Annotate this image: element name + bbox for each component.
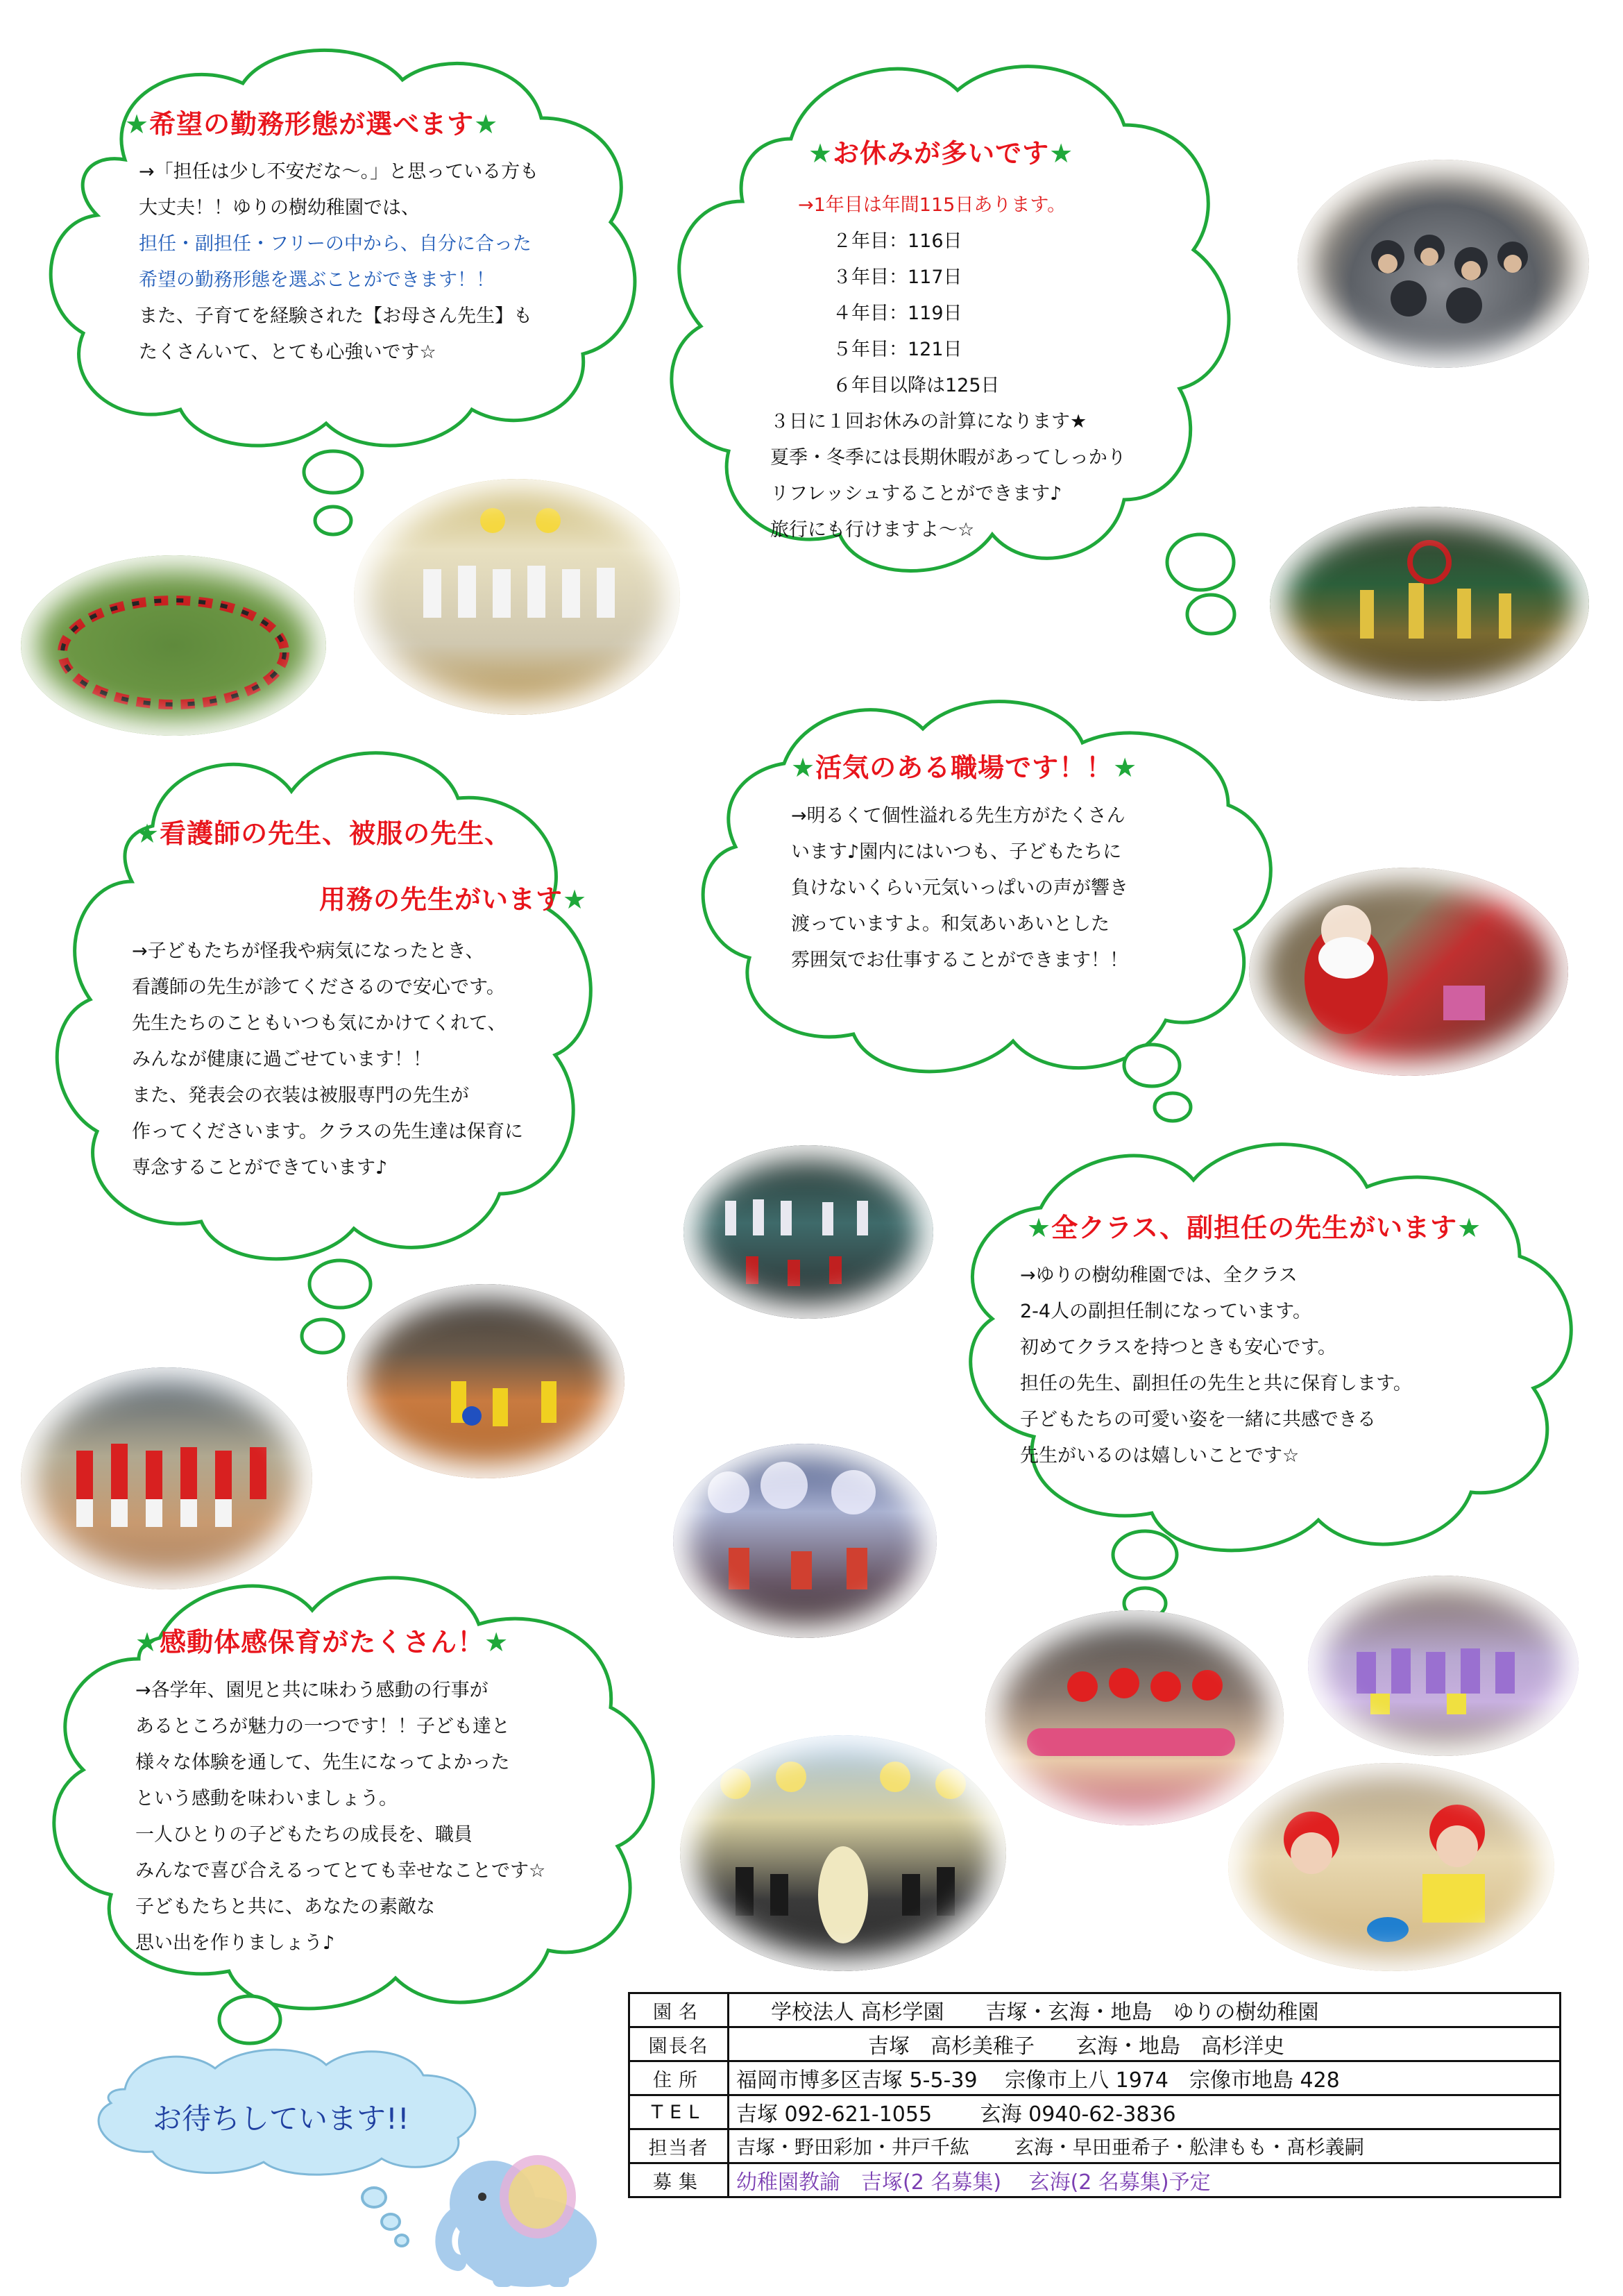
info-label: 住所 [629,2061,729,2095]
section4-line: 渡っていますよ。和気あいあいとした [791,913,1110,935]
table-row [629,2129,1561,2163]
star-icon: ★ [563,884,588,915]
section2-line: 夏季・冬季には長期休暇があってしっかり [770,447,1126,469]
photo-stage-play [1270,507,1589,701]
section6-line: 子どもたちと共に、あなたの素敵な [135,1896,435,1918]
section5-line: 先生がいるのは嬉しいことです☆ [1020,1445,1300,1467]
star-icon: ★ [791,752,816,783]
section1-line: 担任・副担任・フリーの中から、自分に合った [139,233,532,255]
section3-title-line1: ★看護師の先生、被服の先生、 [135,818,512,849]
section3-line: また、発表会の衣装は被服専門の先生が [132,1085,469,1106]
section3-line: みんなが健康に過ごせています！！ [132,1049,432,1070]
star-icon: ★ [135,1627,160,1657]
section4-line: います♪園内にはいつも、子どもたちに [791,841,1122,863]
section2-line: 旅行にも行けますよ～☆ [770,519,975,541]
section2-line: ６年目以降は125日 [833,375,1000,396]
section3-line: 専念することができています♪ [132,1157,388,1179]
table-row [629,2061,1561,2095]
table-row [629,2027,1561,2061]
info-value: 吉塚・野田彩加・井戸千紘 玄海・早田亜希子・舩津もも・髙杉義嗣 [729,2129,1561,2163]
section6-line: みんなで喜び合えるってとても幸せなことです☆ [135,1860,546,1882]
section2-line: ５年目：121日 [833,339,962,360]
section5-line: →ゆりの樹幼稚園では、全クラス [1020,1265,1298,1286]
section6-line: 一人ひとりの子どもたちの成長を、職員 [135,1824,473,1846]
small-bubble [361,2186,387,2209]
section5-title: ★全クラス、副担任の先生がいます★ [1027,1213,1482,1243]
small-bubble [394,2234,409,2247]
info-value: 吉塚 高杉美稚子 玄海・地島 高杉洋史 [729,2027,1561,2061]
star-icon: ★ [474,109,499,140]
section6-line: という感動を味わいましょう。 [135,1788,398,1809]
section5-line: 担任の先生、副担任の先生と共に保育します。 [1020,1373,1412,1394]
section6-line: 思い出を作りましょう♪ [135,1932,335,1954]
photo-children-stage-singing [354,479,680,715]
info-label: 担当者 [629,2129,729,2163]
table-row [629,1993,1561,2027]
section5-line: 2-4人の副担任制になっています。 [1020,1301,1311,1322]
photo-teachers-group [1298,160,1589,368]
info-label: 募集 [629,2163,729,2197]
photo-santa-play [1249,868,1568,1076]
section3-line: →子どもたちが怪我や病気になったとき、 [132,940,484,962]
section2-line: ２年目：116日 [833,230,962,252]
section4-line: 負けないくらい元気いっぱいの声が響き [791,877,1128,899]
photo-sports-day-ball [347,1284,624,1478]
photo-children-purple [1308,1576,1579,1756]
table-row [629,2163,1561,2197]
info-label: 園長名 [629,2027,729,2061]
section2-title: ★お休みが多いです★ [808,138,1074,169]
section5-line: 初めてクラスを持つときも安心です。 [1020,1337,1337,1358]
info-value: 幼稚園教諭 吉塚(2 名募集) 玄海(2 名募集)予定 [729,2163,1561,2197]
photo-sandbox-play [1228,1763,1554,1971]
section4-title: ★活気のある職場です！！★ [791,752,1138,783]
section4-line: 雰囲気でお仕事することができます！！ [791,949,1128,971]
star-icon: ★ [1113,752,1138,783]
photo-children-red-hats [985,1610,1284,1825]
section3-line: 看護師の先生が診てくださるので安心です。 [132,977,505,998]
star-icon: ★ [1049,138,1074,169]
info-label: TEL [629,2095,729,2129]
photo-stage-performance-blue [683,1145,933,1319]
elephant-illustration [416,2138,624,2294]
info-value: 福岡市博多区吉塚 5-5-39 宗像市上八 1974 宗像市地島 428 [729,2061,1561,2095]
photo-marching-band [21,1367,312,1589]
section2-line: リフレッシュすることができます♪ [770,483,1062,505]
info-label: 園名 [629,1993,729,2027]
section1-line: →「担任は少し不安だな～。」と思っている方も [139,161,539,183]
section1-line: 大丈夫！！ゆりの樹幼稚園では、 [139,197,420,219]
section6-line: 様々な体験を通して、先生になってよかった [135,1752,510,1773]
star-icon: ★ [808,138,833,169]
waiting-message: お待ちしています!! [153,2102,409,2136]
section2-line: →1年目は年間115日あります。 [798,194,1067,216]
star-icon: ★ [1027,1213,1052,1243]
star-icon: ★ [125,109,150,140]
section3-title-line2: 用務の先生がいます★ [319,884,588,915]
photo-dance-cherry-blossoms [673,1444,937,1638]
section2-line: ４年目：119日 [833,303,962,324]
photo-ceremony-stage [680,1735,1006,1971]
small-bubble [380,2213,401,2231]
star-icon: ★ [484,1627,509,1657]
section1-line: また、子育てを経験された【お母さん先生】も [139,305,532,327]
section1-line: 希望の勤務形態を選ぶことができます！！ [139,269,495,291]
section6-line: →各学年、園児と共に味わう感動の行事が [135,1680,488,1701]
section2-line: ３年目：117日 [833,267,962,288]
section1-title: ★希望の勤務形態が選べます★ [125,109,499,140]
section3-line: 先生たちのこともいつも気にかけてくれて、 [132,1013,507,1034]
table-row [629,2095,1561,2129]
section5-line: 子どもたちの可愛い姿を一緒に共感できる [1020,1409,1376,1430]
section2-line: ３日に１回お休みの計算になります★ [770,411,1087,432]
photo-children-circle [21,555,326,736]
section6-title: ★感動体感保育がたくさん！★ [135,1627,509,1657]
star-icon: ★ [135,818,160,849]
section4-line: →明るくて個性溢れる先生方がたくさん [791,805,1125,827]
section3-line: 作ってくださいます。クラスの先生達は保育に [132,1121,524,1142]
school-info-table [628,1992,1561,2198]
section1-line: たくさんいて、とても心強いです☆ [139,341,436,363]
info-value: 吉塚 092-621-1055 玄海 0940-62-3836 [729,2095,1561,2129]
info-value: 学校法人 高杉学園 吉塚・玄海・地島 ゆりの樹幼稚園 [729,1993,1561,2027]
section6-line: あるところが魅力の一つです！！子ども達と [135,1716,510,1737]
star-icon: ★ [1457,1213,1482,1243]
